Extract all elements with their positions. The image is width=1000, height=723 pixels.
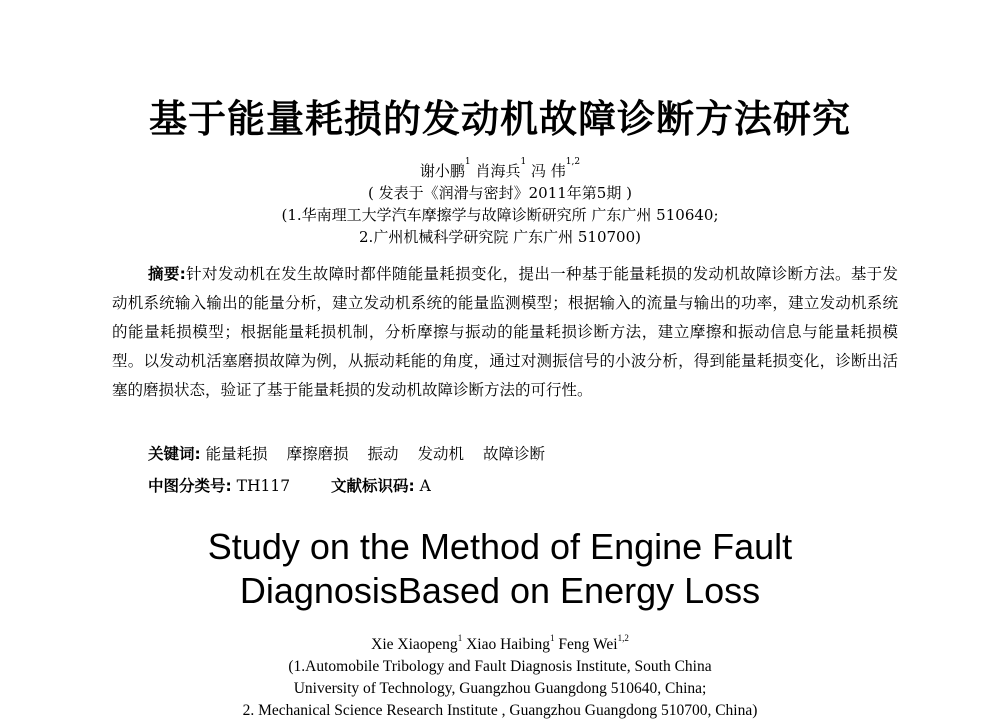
classification bbox=[148, 474, 431, 496]
author-affiliation-mark: 1 bbox=[520, 157, 527, 167]
author-name: Xiao Haibing bbox=[466, 636, 551, 653]
keywords-label: 关键词: bbox=[148, 445, 201, 463]
keyword: 摩擦磨损 bbox=[286, 445, 349, 463]
publication-note: ( 发表于《润滑与密封》2011年第5期 ) bbox=[368, 184, 632, 202]
author-name: 谢小鹏 bbox=[419, 162, 465, 180]
english-title-line: Study on the Method of Engine Fault bbox=[207, 526, 793, 567]
author-affiliation-mark: 1 bbox=[550, 633, 555, 643]
chinese-title: 基于能量耗损的发动机故障诊断方法研究 bbox=[148, 97, 851, 141]
english-affiliation-line: (1.Automobile Tribology and Fault Diagnosis Institute, South China bbox=[288, 658, 712, 675]
english-affiliation-line: 2. Mechanical Science Research Institute , Guangzhou Guangdong 510700, China) bbox=[242, 702, 758, 719]
doc-code-label: 文献标识码: bbox=[331, 477, 415, 495]
keyword: 故障诊断 bbox=[482, 445, 545, 463]
author-name: Xie Xiaopeng bbox=[371, 636, 458, 653]
chinese-affiliation-line: (1.华南理工大学汽车摩擦学与故障诊断研究所 广东广州 510640; bbox=[281, 206, 719, 224]
english-title-line: DiagnosisBased on Energy Loss bbox=[239, 570, 761, 611]
chinese-affiliation-line: 2.广州机械科学研究院 广东广州 510700) bbox=[359, 228, 641, 246]
abstract-text: 针对发动机在发生故障时都伴随能量耗损变化，提出一种基于能量耗损的发动机故障诊断方法。基于发动机系统输入输出的能量分析，建立发动机系统的能量监测模型；根据输入的流量与输出的功率，建立发动机系统的能量耗损模型；根据能量耗损机制，分析摩擦与振动的能量耗损诊断方法，建立摩擦和振动信息与能量耗损模型。以发动机活塞磨损故障为例，从振动耗能的角度，通过对测振信号的小波分析，得到能量耗损变化，诊断出活塞的磨损状态，验证了基于能量耗损的发动机故障诊断方法的可行性。 bbox=[112, 265, 898, 399]
keyword: 振动 bbox=[367, 445, 399, 463]
author-affiliation-mark: 1 bbox=[464, 157, 471, 167]
author-affiliation-mark: 1,2 bbox=[565, 157, 581, 167]
english-title bbox=[0, 525, 1000, 613]
english-authors bbox=[0, 633, 1000, 654]
abstract-label: 摘要: bbox=[148, 265, 186, 283]
keyword: 能量耗损 bbox=[205, 445, 268, 463]
keywords bbox=[148, 442, 545, 464]
author-name: 冯 伟 bbox=[530, 162, 566, 180]
author-affiliation-mark: 1,2 bbox=[617, 633, 629, 643]
clc-value: TH117 bbox=[236, 477, 291, 495]
author-name: 肖海兵 bbox=[475, 162, 521, 180]
abstract bbox=[112, 260, 898, 405]
english-affiliation-line: University of Technology, Guangzhou Guangdong 510640, China; bbox=[293, 680, 707, 697]
clc-label: 中图分类号: bbox=[148, 477, 232, 495]
keyword: 发动机 bbox=[417, 445, 465, 463]
chinese-authors bbox=[0, 157, 1000, 181]
author-affiliation-mark: 1 bbox=[457, 633, 463, 643]
doc-code-value: A bbox=[419, 477, 431, 495]
author-name: Feng Wei bbox=[558, 636, 618, 653]
